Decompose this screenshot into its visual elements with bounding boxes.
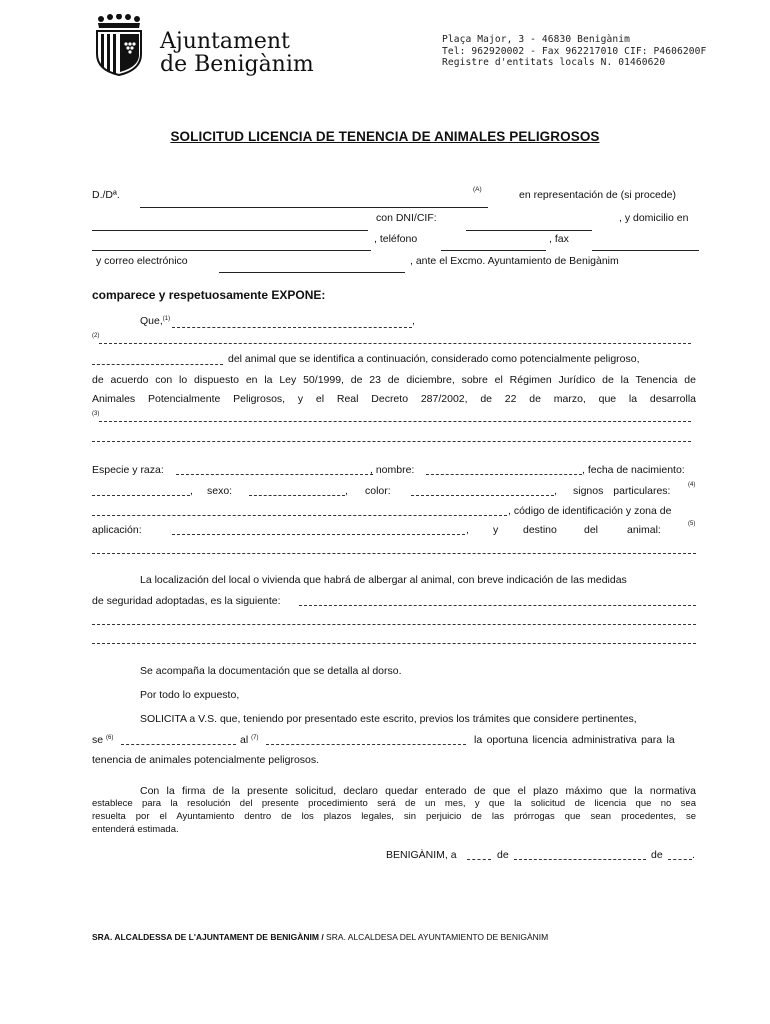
correo-field-line[interactable]: [219, 272, 405, 273]
oportuna-text: la oportuna licencia administrativa para la: [474, 734, 675, 746]
benig-de2-label: de: [651, 849, 663, 861]
telefono-field-line[interactable]: [441, 250, 546, 251]
address-line3: Registre d'entitats locals N. 01460620: [442, 57, 666, 68]
fecha-comma: ,: [190, 485, 193, 497]
representacion-field-line[interactable]: [92, 230, 368, 231]
nombre-field-line[interactable]: [426, 474, 582, 475]
destino-field-line[interactable]: [92, 553, 696, 554]
aplicacion-label: aplicación:: [92, 524, 142, 536]
acompana-text: Se acompaña la documentación que se detalla al dorso.: [140, 665, 402, 677]
fax-label: , fax: [549, 233, 569, 245]
al-field-line[interactable]: [266, 744, 466, 745]
expone-field-line-1[interactable]: [99, 343, 691, 344]
footer-recipient: [92, 932, 548, 942]
footer-recipient-spanish: SRA. ALCALDESA DEL AYUNTAMIENTO DE BENIGÀNIM: [323, 932, 549, 942]
firma-line-1: Con la firma de la presente solicitud, declaro quedar enterado de que el plazo máximo que la normativa: [140, 785, 696, 797]
address-line2: Tel: 962920002 - Fax 962217010 CIF: P4606200F: [442, 45, 707, 57]
year-field-line[interactable]: [668, 859, 692, 860]
nombre-label: , nombre:: [370, 464, 415, 476]
animal-line: del animal que se identifica a continuación, considerado como potencialmente peligroso,: [228, 353, 640, 365]
note-1: (1): [162, 316, 171, 322]
color-comma: ,: [554, 485, 557, 497]
especie-field-line[interactable]: [176, 474, 373, 475]
month-field-line[interactable]: [514, 859, 646, 860]
codigo-label: , código de identificación y zona de: [508, 505, 672, 517]
localizacion-line-2: de seguridad adoptadas, es la siguiente:: [92, 595, 281, 607]
sexo-comma: ,: [345, 485, 348, 497]
day-field-line[interactable]: [467, 859, 491, 860]
ley-line-1: de acuerdo con lo dispuesto en la Ley 50/1999, de 23 de diciembre, sobre el Régimen Jurídico de la Tenencia de: [92, 374, 696, 386]
desarrolla-field-line-2[interactable]: [92, 441, 691, 442]
que-comma: ,: [412, 315, 415, 327]
localizacion-field-line-3[interactable]: [92, 643, 696, 644]
aplicacion-field-line[interactable]: [172, 534, 465, 535]
dd-label: D./Dª.: [92, 189, 120, 201]
note-5: (5): [688, 521, 696, 527]
color-label: color:: [365, 485, 391, 497]
note-2: (2): [92, 333, 100, 339]
representacion-label: en representación de (si procede): [519, 189, 677, 201]
se-label: se: [92, 734, 104, 746]
firma-line-3: resuelta por el Ayuntamiento dentro de los plazos legales, sin perjuicio de las prórrogas que sean procedentes, se: [92, 811, 696, 822]
localizacion-field-line-2[interactable]: [92, 624, 696, 625]
destino-word: destino: [523, 524, 557, 536]
note-a: (A): [473, 186, 482, 193]
domicilio-label: , y domicilio en: [619, 212, 689, 224]
destino-animal: animal:: [627, 524, 661, 536]
se-field-line[interactable]: [121, 744, 236, 745]
note-3: (3): [92, 411, 100, 417]
address-line1: Plaça Major, 3 - 46830 Benigànim: [442, 34, 631, 45]
sexo-field-line[interactable]: [249, 495, 345, 496]
org-name-line2: de Benigànim: [160, 52, 314, 77]
signos-field-line[interactable]: [92, 515, 507, 516]
municipal-coat-of-arms-logo: [95, 14, 143, 76]
document-title: SOLICITUD LICENCIA DE TENENCIA DE ANIMALES PELIGROSOS: [170, 129, 600, 144]
fecha-label: , fecha de nacimiento:: [582, 464, 685, 476]
expone-heading: comparece y respetuosamente EXPONE:: [92, 288, 326, 302]
destino-del: del: [584, 524, 599, 536]
aplicacion-comma: ,: [466, 524, 469, 536]
dni-field-line[interactable]: [466, 230, 592, 231]
note-4: (4): [688, 482, 696, 488]
signos-label: signos particulares:: [573, 485, 671, 497]
localizacion-field-line-1[interactable]: [299, 605, 696, 606]
benig-de1-label: de: [497, 849, 509, 861]
especie-label: Especie y raza:: [92, 464, 164, 476]
firma-line-4: entenderá estimada.: [92, 824, 179, 835]
que-field-line[interactable]: [172, 327, 412, 328]
note-7: (7): [251, 735, 259, 741]
firma-line-2: establece para la resolución del presente procedimiento será de un mes, y que la solicitud de licencia que no sea: [92, 798, 696, 809]
ante-label: , ante el Excmo. Ayuntamiento de Benigànim: [410, 255, 619, 267]
destino-y: y: [493, 524, 499, 536]
fecha-field-line[interactable]: [92, 495, 190, 496]
al-label: al: [240, 734, 249, 746]
telefono-label: , teléfono: [374, 233, 418, 245]
name-field-line[interactable]: [140, 207, 488, 208]
expone-field-line-2[interactable]: [92, 364, 223, 365]
sexo-label: sexo:: [207, 485, 233, 497]
color-field-line[interactable]: [411, 495, 554, 496]
correo-label: y correo electrónico: [96, 255, 188, 267]
ley-line-2: Animales Potencialmente Peligrosos, y el Real Decreto 287/2002, de 22 de marzo, que la desarrolla: [92, 393, 696, 405]
benig-a-label: BENIGÀNIM, a: [386, 849, 457, 861]
que-label: Que,: [140, 315, 163, 327]
dni-label: con DNI/CIF:: [376, 212, 437, 224]
org-name: [160, 30, 314, 76]
fax-field-line[interactable]: [592, 250, 699, 251]
org-address: [442, 34, 706, 69]
date-period: .: [692, 849, 695, 861]
desarrolla-field-line-1[interactable]: [99, 421, 691, 422]
footer-recipient-valencian: SRA. ALCALDESSA DE L'AJUNTAMENT DE BENIGÀNIM /: [92, 932, 324, 942]
por-todo-text: Por todo lo expuesto,: [140, 689, 240, 701]
domicilio-field-line[interactable]: [92, 250, 371, 251]
tenencia-text: tenencia de animales potencialmente peligrosos.: [92, 754, 320, 766]
solicita-text: SOLICITA a V.S. que, teniendo por presentado este escrito, previos los trámites que considere pertinentes,: [140, 713, 637, 725]
note-6: (6): [106, 735, 114, 741]
org-name-line1: Ajuntament: [160, 29, 290, 54]
localizacion-line-1: La localización del local o vivienda que habrá de albergar al animal, con breve indicación de las medidas: [140, 574, 627, 586]
